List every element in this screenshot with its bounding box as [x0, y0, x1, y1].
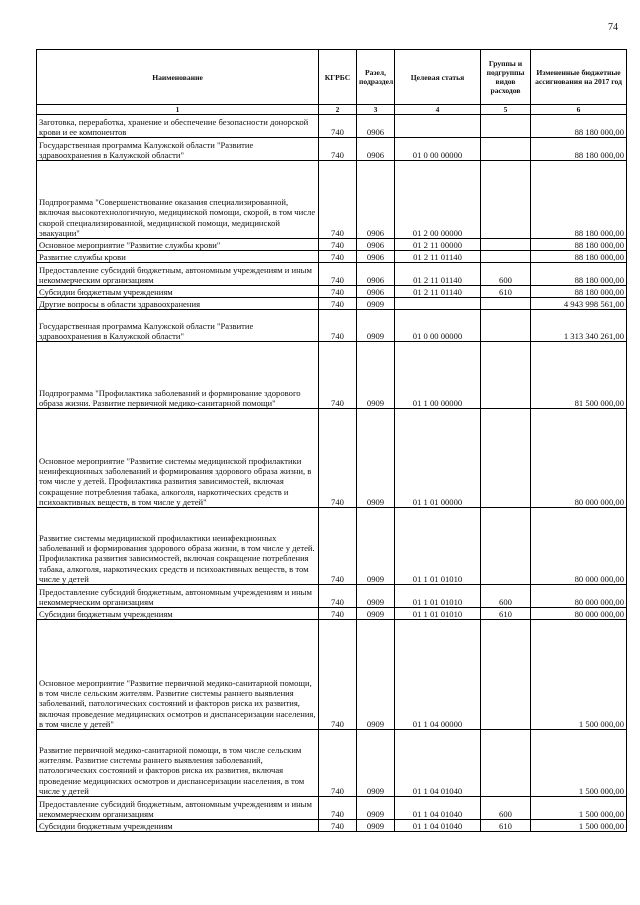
- row-kgrbs: 740: [319, 797, 357, 820]
- row-kgrbs: 740: [319, 115, 357, 138]
- row-name: Развитие системы медицинской профилактики неинфекционных заболеваний и формирования здорового образа жизни, в том числе у детей. Профилактика развития зависимостей, включая сокращение потребления табака, алкоголя, наркотических средств и психоактивных веществ, в том числе у детей: [37, 508, 319, 585]
- row-name: Государственная программа Калужской области "Развитие здравоохранения в Калужской области": [37, 138, 319, 161]
- row-name: Субсидии бюджетным учреждениям: [37, 608, 319, 620]
- header-section: Разел, подраздел: [357, 50, 395, 105]
- row-amount: 88 180 000,00: [531, 286, 627, 298]
- row-kgrbs: 740: [319, 730, 357, 797]
- row-kgrbs: 740: [319, 608, 357, 620]
- row-target: 01 2 11 01140: [395, 263, 481, 286]
- row-name: Развитие первичной медико-санитарной помощи, в том числе сельским жителям. Развитие системы раннего выявления заболеваний, патологических состояний и факторов риска их развития, включая проведение медицинских осмотров и диспансеризации населения, в том числе у детей: [37, 730, 319, 797]
- row-group: [481, 730, 531, 797]
- row-kgrbs: 740: [319, 508, 357, 585]
- table-row: [37, 298, 627, 310]
- row-name: Предоставление субсидий бюджетным, автономным учреждениям и иным некоммерческим организациям: [37, 797, 319, 820]
- table-row: [37, 409, 627, 508]
- row-amount: 88 180 000,00: [531, 138, 627, 161]
- row-kgrbs: 740: [319, 161, 357, 239]
- row-amount: 81 500 000,00: [531, 342, 627, 409]
- row-amount: 1 500 000,00: [531, 730, 627, 797]
- column-number: 5: [481, 105, 531, 115]
- header-target: Целевая статья: [395, 50, 481, 105]
- row-section: 0906: [357, 286, 395, 298]
- row-group: 600: [481, 585, 531, 608]
- row-target: 01 2 00 00000: [395, 161, 481, 239]
- row-section: 0906: [357, 161, 395, 239]
- row-section: 0909: [357, 585, 395, 608]
- row-section: 0906: [357, 263, 395, 286]
- row-name: Предоставление субсидий бюджетным, автономным учреждениям и иным некоммерческим организациям: [37, 263, 319, 286]
- row-group: 610: [481, 608, 531, 620]
- row-group: [481, 620, 531, 730]
- row-section: 0909: [357, 730, 395, 797]
- row-target: [395, 115, 481, 138]
- row-group: [481, 310, 531, 342]
- row-section: 0909: [357, 620, 395, 730]
- table-row: [37, 263, 627, 286]
- table-row: [37, 342, 627, 409]
- row-group: 610: [481, 820, 531, 832]
- table-row: [37, 585, 627, 608]
- row-name: Заготовка, переработка, хранение и обеспечение безопасности донорской крови и ее компонентов: [37, 115, 319, 138]
- row-kgrbs: 740: [319, 138, 357, 161]
- column-number: 2: [319, 105, 357, 115]
- row-section: 0909: [357, 310, 395, 342]
- row-amount: 80 000 000,00: [531, 508, 627, 585]
- row-kgrbs: 740: [319, 585, 357, 608]
- table-row: [37, 251, 627, 263]
- header-amount: Измененные бюджетные ассигнования на 2017 год: [531, 50, 627, 105]
- row-target: 01 1 04 01040: [395, 730, 481, 797]
- row-target: [395, 298, 481, 310]
- row-target: 01 2 11 00000: [395, 239, 481, 251]
- row-amount: 88 180 000,00: [531, 161, 627, 239]
- row-amount: 88 180 000,00: [531, 239, 627, 251]
- row-kgrbs: 740: [319, 251, 357, 263]
- table-row: [37, 508, 627, 585]
- row-section: 0906: [357, 239, 395, 251]
- row-group: 610: [481, 286, 531, 298]
- column-number-row: [37, 105, 627, 115]
- table-row: [37, 820, 627, 832]
- row-amount: 4 943 998 561,00: [531, 298, 627, 310]
- row-target: 01 1 01 00000: [395, 409, 481, 508]
- row-amount: 1 500 000,00: [531, 820, 627, 832]
- row-name: Субсидии бюджетным учреждениям: [37, 820, 319, 832]
- row-target: 01 0 00 00000: [395, 138, 481, 161]
- row-target: 01 2 11 01140: [395, 251, 481, 263]
- row-group: [481, 508, 531, 585]
- row-amount: 1 313 340 261,00: [531, 310, 627, 342]
- row-kgrbs: 740: [319, 342, 357, 409]
- row-name: Субсидии бюджетным учреждениям: [37, 286, 319, 298]
- row-amount: 88 180 000,00: [531, 115, 627, 138]
- row-amount: 88 180 000,00: [531, 263, 627, 286]
- table-row: [37, 608, 627, 620]
- table-row: [37, 286, 627, 298]
- row-group: 600: [481, 263, 531, 286]
- table-row: [37, 138, 627, 161]
- row-section: 0909: [357, 608, 395, 620]
- row-name: Основное мероприятие "Развитие первичной медико-санитарной помощи, в том числе сельским жителям. Развитие системы раннего выявления заболеваний, патологических состояний и факторов риска их развития, включая проведение медицинских осмотров и диспансеризации населения, в том числе у детей": [37, 620, 319, 730]
- row-section: 0909: [357, 409, 395, 508]
- table-row: [37, 730, 627, 797]
- table-row: [37, 310, 627, 342]
- row-amount: 80 000 000,00: [531, 585, 627, 608]
- row-group: [481, 298, 531, 310]
- budget-table: [36, 49, 627, 832]
- row-target: 01 1 01 01010: [395, 508, 481, 585]
- row-group: [481, 138, 531, 161]
- row-amount: 1 500 000,00: [531, 797, 627, 820]
- table-row: [37, 620, 627, 730]
- row-group: 600: [481, 797, 531, 820]
- header-kgrbs: КГРБС: [319, 50, 357, 105]
- row-amount: 1 500 000,00: [531, 620, 627, 730]
- row-kgrbs: 740: [319, 263, 357, 286]
- table-row: [37, 797, 627, 820]
- row-group: [481, 342, 531, 409]
- row-section: 0909: [357, 797, 395, 820]
- row-target: 01 1 01 01010: [395, 608, 481, 620]
- table-row: [37, 239, 627, 251]
- row-group: [481, 239, 531, 251]
- row-target: 01 1 04 00000: [395, 620, 481, 730]
- row-name: Основное мероприятие "Развитие службы крови": [37, 239, 319, 251]
- row-section: 0909: [357, 508, 395, 585]
- column-number: 4: [395, 105, 481, 115]
- row-name: Подпрограмма "Совершенствование оказания специализированной, включая высокотехнологичную, медицинской помощи, скорой, в том числе скорой специализированной, медицинской помощи, медицинской эвакуации": [37, 161, 319, 239]
- page-number: 74: [608, 22, 618, 33]
- row-kgrbs: 740: [319, 298, 357, 310]
- row-kgrbs: 740: [319, 409, 357, 508]
- row-section: 0906: [357, 251, 395, 263]
- header-groups: Группы и подгруппы видов расходов: [481, 50, 531, 105]
- row-name: Подпрограмма "Профилактика заболеваний и формирование здорового образа жизни. Развитие первичной медико-санитарной помощи": [37, 342, 319, 409]
- row-group: [481, 409, 531, 508]
- column-number: 6: [531, 105, 627, 115]
- row-target: 01 1 04 01040: [395, 797, 481, 820]
- row-kgrbs: 740: [319, 239, 357, 251]
- row-target: 01 2 11 01140: [395, 286, 481, 298]
- header-name: Наименование: [37, 50, 319, 105]
- table-row: [37, 161, 627, 239]
- table-header-row: [37, 50, 627, 105]
- row-name: Основное мероприятие "Развитие системы медицинской профилактики неинфекционных заболеваний и формирования здорового образа жизни, в том числе у детей. Профилактика развития зависимостей, включая сокращение потребления табака, алкоголя, наркотических средств и психоактивных веществ, в том числе у детей": [37, 409, 319, 508]
- row-name: Государственная программа Калужской области "Развитие здравоохранения в Калужской области": [37, 310, 319, 342]
- row-section: 0909: [357, 298, 395, 310]
- row-name: Развитие службы крови: [37, 251, 319, 263]
- row-section: 0906: [357, 115, 395, 138]
- row-target: 01 1 00 00000: [395, 342, 481, 409]
- table-row: [37, 115, 627, 138]
- row-target: 01 1 04 01040: [395, 820, 481, 832]
- row-section: 0909: [357, 342, 395, 409]
- column-number: 3: [357, 105, 395, 115]
- row-group: [481, 115, 531, 138]
- row-amount: 80 000 000,00: [531, 608, 627, 620]
- row-target: 01 1 01 01010: [395, 585, 481, 608]
- row-group: [481, 251, 531, 263]
- row-group: [481, 161, 531, 239]
- row-name: Предоставление субсидий бюджетным, автономным учреждениям и иным некоммерческим организациям: [37, 585, 319, 608]
- row-kgrbs: 740: [319, 820, 357, 832]
- row-section: 0906: [357, 138, 395, 161]
- row-kgrbs: 740: [319, 310, 357, 342]
- row-target: 01 0 00 00000: [395, 310, 481, 342]
- row-amount: 80 000 000,00: [531, 409, 627, 508]
- row-name: Другие вопросы в области здравоохранения: [37, 298, 319, 310]
- row-amount: 88 180 000,00: [531, 251, 627, 263]
- row-kgrbs: 740: [319, 620, 357, 730]
- row-section: 0909: [357, 820, 395, 832]
- row-kgrbs: 740: [319, 286, 357, 298]
- column-number: 1: [37, 105, 319, 115]
